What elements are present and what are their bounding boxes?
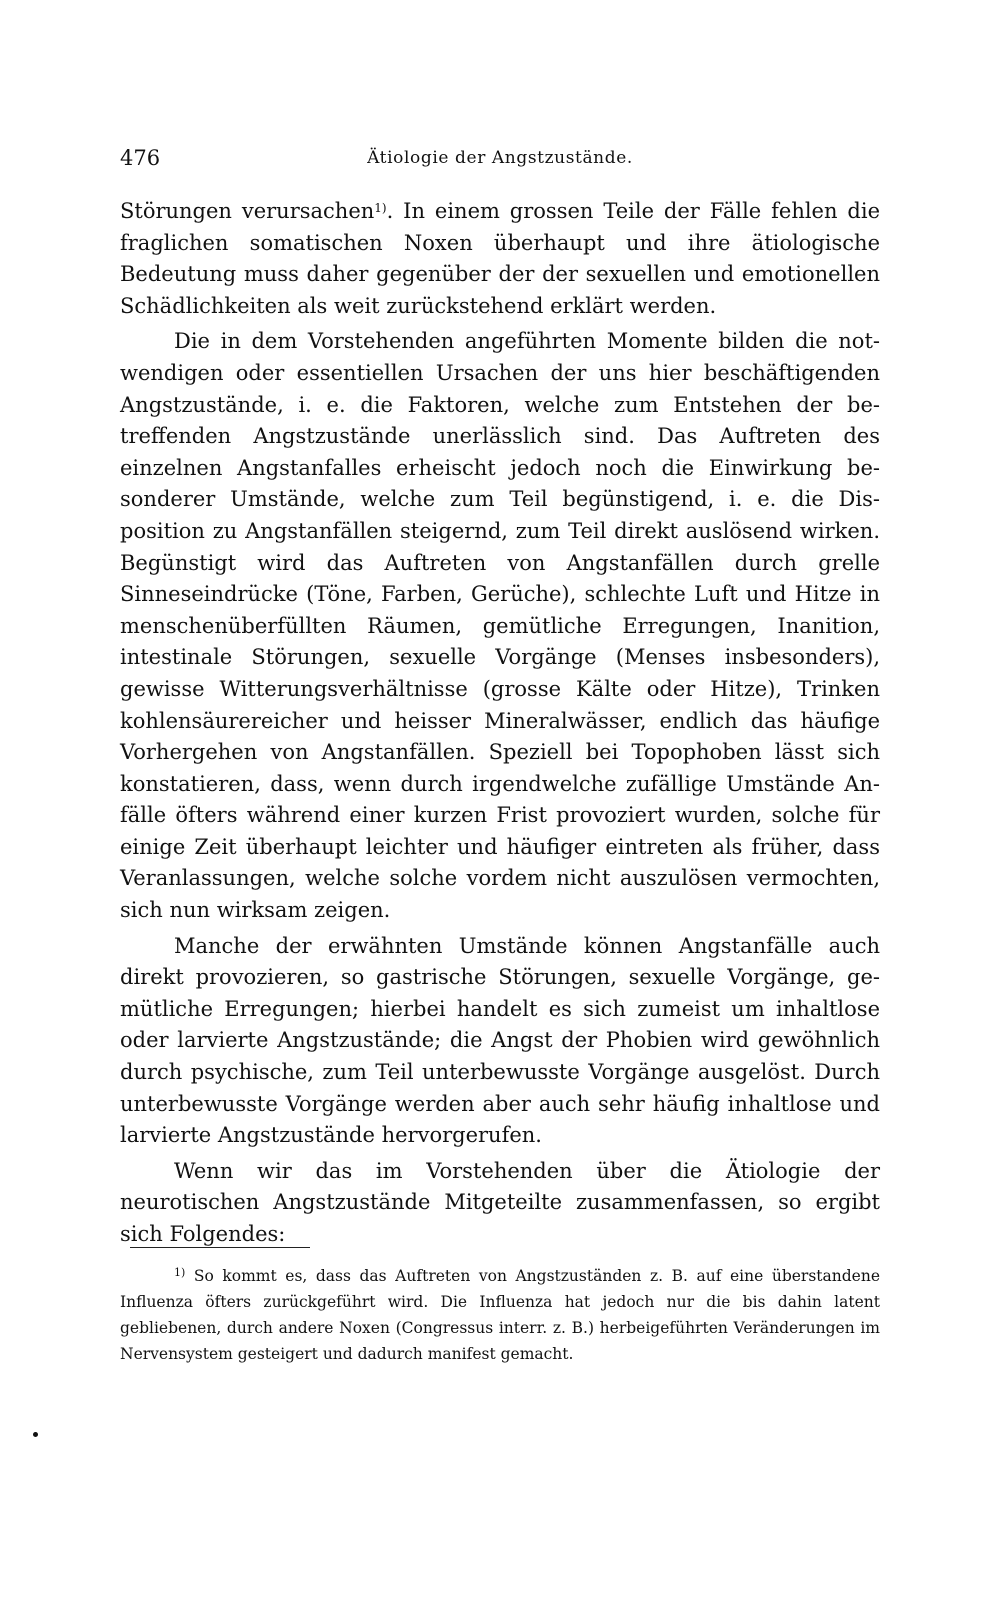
page-header <box>120 146 880 176</box>
footnote-separator <box>130 1247 310 1248</box>
page-number: 476 <box>120 146 161 170</box>
footnote-1 <box>120 1263 880 1367</box>
main-text <box>120 196 880 1255</box>
footnote-number: 1) <box>174 1266 186 1279</box>
footnotes <box>120 1263 880 1367</box>
paragraph-1-text-after-note: . In einem grossen Teile der Fälle fehlen die fraglichen somatischen Noxen überhaupt und ihre ätiologische Bedeutung muss daher gegenüber der der sexuellen und emotionellen Schädlichkeiten als weit zurückstehend erklärt werden. <box>120 199 880 318</box>
paragraph-1-text-before-note: Störungen verursachen <box>120 199 375 223</box>
paragraph-2: Die in dem Vorstehenden angeführten Momente bilden die notwendigen oder essentiellen Ursachen der uns hier beschäftigenden Angstzustände, i. e. die Faktoren, welche zum Entstehen der betreffenden Angstzustände unerlässlich sind. Das Auftreten des einzelnen Angstanfalles erheischt jedoch noch die Einwirkung besonderer Umstände, welche zum Teil begünstigend, i. e. die Disposition zu Angstanfällen steigernd, zum Teil direkt auslösend wirken. Begünstigt wird das Auftreten von Angstanfällen durch grelle Sinneseindrücke (Töne, Farben, Gerüche), schlechte Luft und Hitze in menschenüberfüllten Räumen, gemütliche Erregungen, Inanition, intestinale Störungen, sexuelle Vorgänge (Menses insbesonders), gewisse Witterungsverhältnisse (grosse Kälte oder Hitze), Trinken kohlensäurereicher und heisser Mineralwässer, endlich das häufige Vorhergehen von Angstanfällen. Speziell bei Topophoben lässt sich konstatieren, dass, wenn durch irgendwelche zufällige Umstände Anfälle öfters während einer kurzen Frist provoziert wurden, solche für einige Zeit überhaupt leichter und häufiger eintreten als früher, dass Veranlassungen, welche solche vordem nicht auszulösen vermochten, sich nun wirksam zeigen. <box>120 329 880 923</box>
paragraph-3: Manche der erwähnten Umstände können Angstanfälle auch direkt provozieren, so gastrische Störungen, sexuelle Vorgänge, gemütliche Erregungen; hierbei handelt es sich zumeist um inhaltlose oder larvierte Angstzustände; die Angst der Phobien wird gewöhnlich durch psychische, zum Teil unterbewusste Vorgänge ausgelöst. Durch unterbewusste Vorgänge werden aber auch sehr häufig inhaltlose und larvierte Angstzustände hervorgerufen. <box>120 933 880 1148</box>
print-speck <box>33 1432 38 1437</box>
paragraph-1 <box>120 196 880 322</box>
paragraph-4: Wenn wir das im Vorstehenden über die Ätiologie der neurotischen Angstzustände Mitgeteilte zusammenfassen, so ergibt sich Folgendes: <box>120 1158 880 1246</box>
footnote-text: So kommt es, dass das Auftreten von Angstzuständen z. B. auf eine überstandene Influenza öfters zurückgeführt wird. Die Influenza hat jedoch nur die bis dahin latent gebliebenen, durch andere Noxen (Congressus interr. z. B.) herbeigeführten Veränderungen im Nervensystem gesteigert und dadurch manifest gemacht. <box>120 1267 880 1363</box>
footnote-reference: 1) <box>374 201 387 215</box>
running-title: Ätiologie der Angstzustände. <box>367 148 633 168</box>
